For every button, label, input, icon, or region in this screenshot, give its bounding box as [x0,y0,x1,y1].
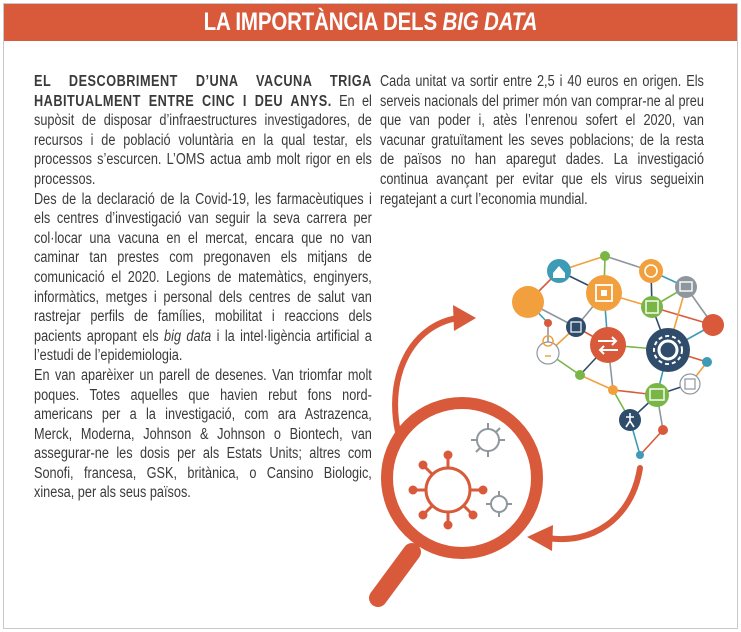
right-column [380,72,704,209]
magnifier-icon [378,403,537,598]
code-window-icon [641,296,663,318]
paragraph-4: Cada unitat va sortir entre 2,5 i 40 euros en origen. Els serveis nacionals del primer món van comprar-ne al preu que van poder i, atès l’enrenou sofert el 2020, van vacunar gratuïtament les seves poblacions; de la resta de països no han aparegut dades. La investigació continua avançant per evitar que els virus segueixin regatejant a curt l’economia mundial. [380,73,704,208]
header-bar [4,4,737,41]
exchange-arrows-icon [590,327,626,363]
paragraph-3: En van aparèixer un parell de desenes. Van triomfar molt poques. Totes aquelles que havien rebut fons nord-americans per a la investigació, com ara Astrazenca, Merck, Moderna, Johnson & Johnson o Biontech, van assegurar-ne les dosis per als Estats Units; altres com Sonofi, francesa, GSK, britànica, o Cansino Biologic, xinesa, per als seus països. [34,366,372,502]
arrow-head-icon [453,305,476,331]
page-title: LA IMPORTÀNCIA DELS BIG DATA [203,8,538,36]
settings-icon [639,259,663,283]
arrow-head-icon [527,525,553,551]
gear-icon [646,328,690,372]
document-icon [675,276,697,298]
lead-text: EL DESCOBRIMENT D’UNA VACUNA TRIGA HABITUALMENT ENTRE CINC I DEU ANYS. [34,73,372,110]
paragraph-2: Des de la declaració de la Covid-19, les farmacèutiques i els centres d’investigació van seguir la seva carrera per col·locar una vacuna en el mercat, encara que no van caminar tan prestes com pregonaven els mitjans de comunicació el 2020. Legions de matemàtics, enginyers, informàtics, metges i personal dels centres de salut van rastrejar perfils de famílies, mobilitat i reaccions dels pacients apropant els big data i la intel·ligència artificial a l’estudi de l’epidemiologia. [34,190,372,365]
paragraph-1: EL DESCOBRIMENT D’UNA VACUNA TRIGA HABITUALMENT ENTRE CINC I DEU ANYS. En el supòsit de disposar d’infraestructures investigadores, de recursos i de població voluntària en la qual testar, els processos s’escurcen. L’OMS actua amb molt rigor en els processos. [34,73,372,188]
document-icon [566,317,586,337]
network-nodes [512,251,724,459]
big-data-illustration [365,250,735,620]
code-window-icon [645,383,669,407]
document-icon [680,374,700,394]
left-column [34,72,372,503]
